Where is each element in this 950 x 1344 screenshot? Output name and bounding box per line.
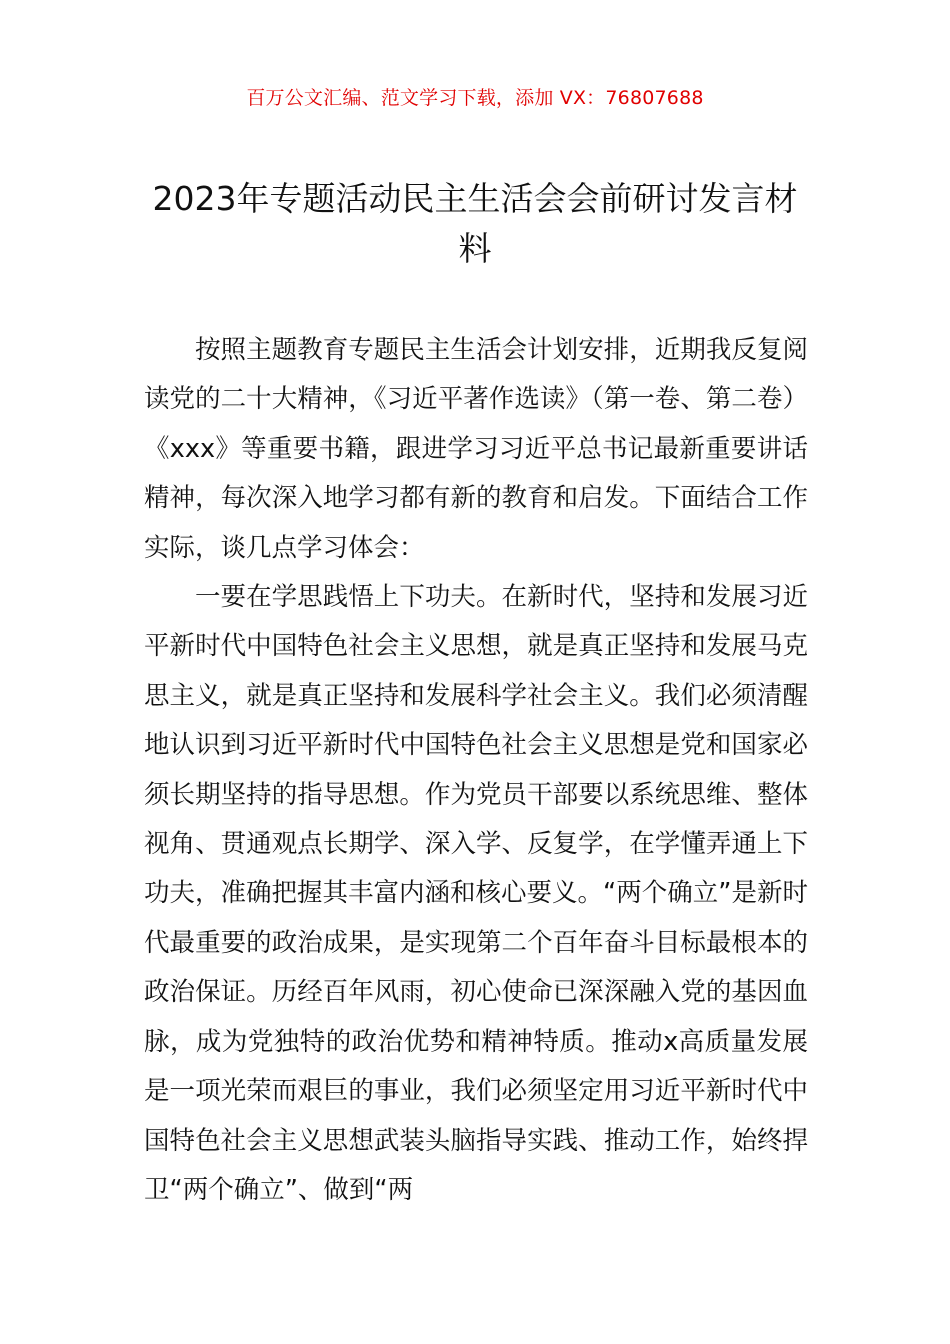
- header-watermark-note: 百万公文汇编、范文学习下载，添加 VX：76807688: [246, 87, 704, 109]
- paragraph-point-one: 一要在学思践悟上下功夫。在新时代，坚持和发展习近平新时代中国特色社会主义思想，就是真正坚持和发展马克思主义，就是真正坚持和发展科学社会主义。我们必须清醒地认识到习近平新时代中国特色社会主义思想是党和国家必须长期坚持的指导思想。作为党员干部要以系统思维、整体视角、贯通观点长期学、深入学、反复学，在学懂弄通上下功夫，准确把握其丰富内涵和核心要义。“两个确立”是新时代最重要的政治成果，是实现第二个百年奋斗目标最根本的政治保证。历经百年风雨，初心使命已深深融入党的基因血脉，成为党独特的政治优势和精神特质。推动x高质量发展是一项光荣而艰巨的事业，我们必须坚定用习近平新时代中国特色社会主义思想武装头脑指导实践、推动工作，始终捍卫“两个确立”、做到“两: [144, 582, 808, 1205]
- document-body: [144, 326, 808, 1215]
- paragraph-intro: 按照主题教育专题民主生活会计划安排，近期我反复阅读党的二十大精神，《习近平著作选读》（第一卷、第二卷）《xxx》等重要书籍，跟进学习习近平总书记最新重要讲话精神，每次深入地学习都有新的教育和启发。下面结合工作实际，谈几点学习体会：: [144, 335, 808, 563]
- document-title: 2023年专题活动民主生活会会前研讨发言材料: [152, 179, 798, 268]
